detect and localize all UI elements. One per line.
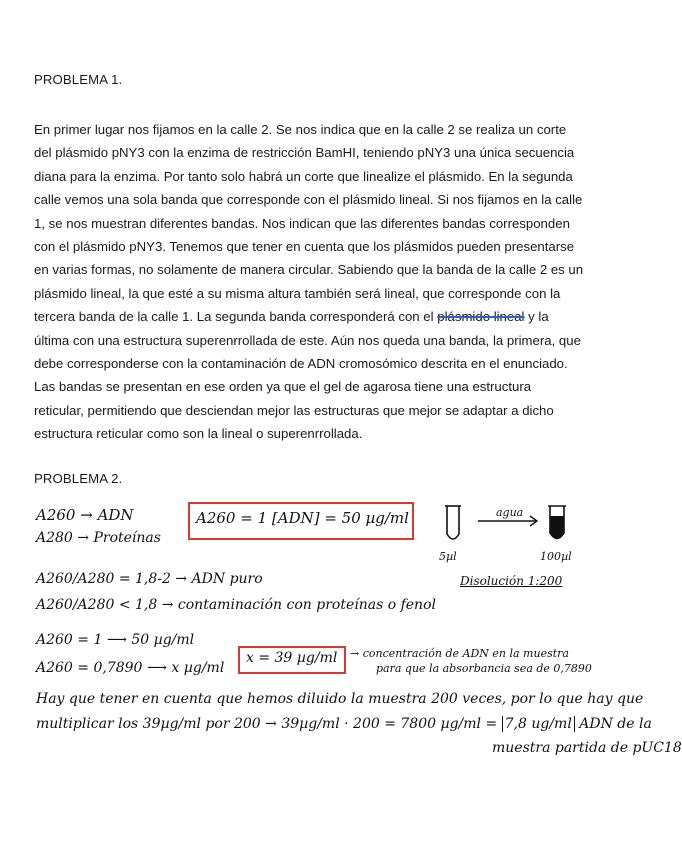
rule-of-three-line1: A260 = 1 ⟶ 50 µg/ml bbox=[36, 632, 195, 648]
final-boxed-value: 7,8 ug/ml bbox=[502, 716, 575, 732]
x-result: x = 39 µg/ml bbox=[246, 650, 338, 666]
paragraph-line: plásmido lineal, la que esté a su misma altura también será lineal, que corresponde con la bbox=[34, 285, 561, 301]
final-line-2 bbox=[36, 716, 652, 732]
paragraph-line: Las bandas se presentan en ese orden ya que el gel de agarosa tiene una estructura bbox=[34, 379, 532, 395]
boxed-formula: A260 = 1 [ADN] = 50 µg/ml bbox=[196, 509, 409, 527]
paragraph-line: en varias formas, no solamente de manera circular. Sabiendo que la banda de la calle 2 es un bbox=[34, 262, 584, 278]
paragraph-line: calle vemos una sola banda que corresponde con el plásmido lineal. Si nos fijamos en la calle bbox=[34, 192, 583, 208]
concentration-note-1: → concentración de ADN en la muestra bbox=[350, 647, 569, 660]
a260-adn-note: A260 → ADN bbox=[36, 506, 134, 524]
line-text-after: y la bbox=[524, 309, 549, 325]
tube-right-icon bbox=[548, 506, 566, 539]
ratio-pure-note: A260/A280 = 1,8-2 → ADN puro bbox=[36, 571, 263, 587]
a280-proteins-note: A280 → Proteínas bbox=[36, 530, 161, 546]
paragraph-line: última con una estructura superenrrollada de este. Aún nos queda una banda, la primera, que bbox=[34, 332, 581, 348]
tube-right-label: 100µl bbox=[540, 550, 572, 563]
concentration-note-2: para que la absorbancia sea de 0,7890 bbox=[376, 662, 592, 675]
final-line-1: Hay que tener en cuenta que hemos diluido la muestra 200 veces, por lo que hay que bbox=[36, 691, 644, 707]
final-line-2-before: multiplicar los 39µg/ml por 200 → 39µg/ml · 200 = 7800 µg/ml = bbox=[36, 716, 498, 732]
paragraph-line-with-strike bbox=[34, 305, 630, 328]
paragraph-line: reticular, permitiendo que desciendan mejor las estructuras que mejor se adaptar a dicho bbox=[34, 402, 554, 418]
paragraph-line: En primer lugar nos fijamos en la calle 2. Se nos indica que en la calle 2 se realiza un corte bbox=[34, 122, 567, 137]
paragraph-line: estructura reticular como son la lineal o superenrrollada. bbox=[34, 426, 363, 442]
problem1-heading: PROBLEMA 1. bbox=[34, 72, 123, 87]
final-line-2-after: ADN de la bbox=[579, 716, 652, 732]
ratio-contamination-note: A260/A280 < 1,8 → contaminación con proteínas o fenol bbox=[36, 597, 436, 613]
paragraph-line: 1, se nos muestran diferentes bandas. Nos indican que las diferentes bandas corresponden bbox=[34, 215, 570, 231]
struck-text: plásmido lineal bbox=[437, 309, 525, 325]
line-text-before: tercera banda de la calle 1. La segunda banda corresponderá con el bbox=[34, 309, 438, 325]
tube-left-icon bbox=[445, 506, 461, 539]
problem2-heading: PROBLEMA 2. bbox=[34, 471, 123, 486]
rule-of-three-line2: A260 = 0,7890 ⟶ x µg/ml bbox=[36, 660, 225, 676]
paragraph-line: del plásmido pNY3 con la enzima de restricción BamHI, teniendo pNY3 una única secuencia bbox=[34, 145, 575, 161]
final-line-3: muestra partida de pUC18 bbox=[492, 740, 682, 756]
arrow-label: agua bbox=[496, 506, 524, 519]
dilution-label: Disolución 1:200 bbox=[460, 574, 563, 588]
paragraph-line: diana para la enzima. Por tanto solo habrá un corte que linealize el plásmido. En la segunda bbox=[34, 168, 573, 184]
paragraph-line: con el plásmido pNY3. Tenemos que tener en cuenta que los plásmidos pueden presentarse bbox=[34, 239, 575, 255]
problem1-paragraph bbox=[34, 118, 630, 446]
paragraph-line: debe corresponderse con la contaminación de ADN cromosómico descrita en el enunciado. bbox=[34, 356, 568, 372]
tube-left-label: 5µl bbox=[439, 550, 457, 563]
